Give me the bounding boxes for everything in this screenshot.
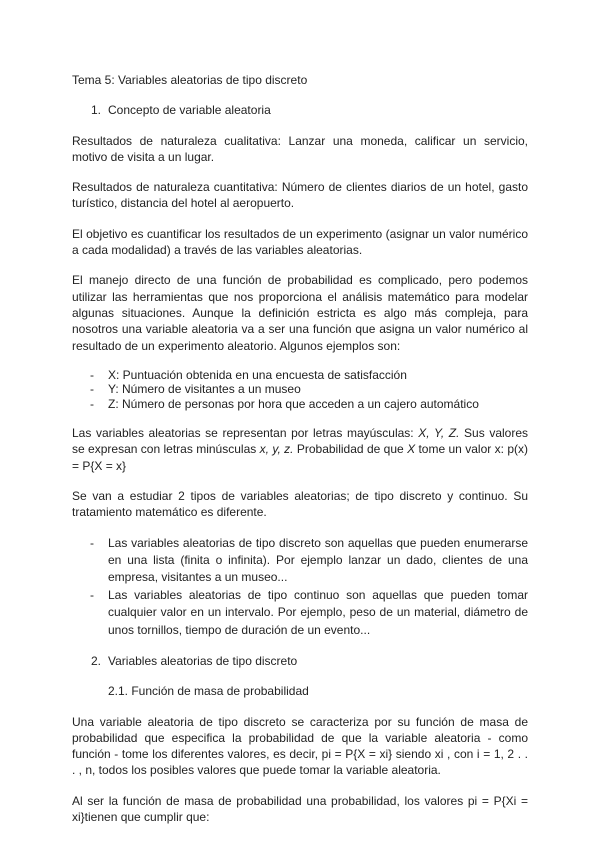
- notation-text-1: Las variables aleatorias se representan por letras mayúsculas:: [72, 426, 419, 441]
- section-1-title: Concepto de variable aleatoria: [108, 103, 271, 118]
- example-z: Z: Número de personas por hora que acceden a un cajero automático: [108, 396, 479, 411]
- type-continuo: Las variables aleatorias de tipo continuo son aquellas que pueden tomar cualquier valor en un intervalo. Por ejemplo, peso de un material, diámetro de unos tornillos, tiempo de duración de un evento...: [108, 587, 528, 637]
- list-item: [90, 587, 528, 639]
- paragraph-manejo: El manejo directo de una función de probabilidad es complicado, pero podemos utilizar las herramientas que nos proporciona el análisis matemático para modelar algunas situaciones. Aunque la definición estricta es algo más compleja, para nosotros una variable aleatoria va a ser una función que asigna un valor numérico al resultado de un experimento aleatorio. Algunos ejemplos son:: [72, 273, 528, 353]
- section-2-number: 2.: [91, 654, 102, 668]
- section-2-title: Variables aleatorias de tipo discreto: [108, 654, 298, 668]
- examples-list: [72, 368, 528, 411]
- paragraph-cumplir: Al ser la función de masa de probabilidad una probabilidad, los valores pi = P{Xi = xi}tienen que cumplir que:: [72, 793, 528, 825]
- paragraph-tipos: Se van a estudiar 2 tipos de variables aleatorias; de tipo discreto y continuo. Su tratamiento matemático es diferente.: [72, 488, 528, 520]
- document-title: Tema 5: Variables aleatorias de tipo discreto: [72, 73, 308, 87]
- dash-marker: -: [90, 587, 94, 602]
- paragraph-cualitativa: Resultados de naturaleza cualitativa: Lanzar una moneda, calificar un servicio, motivo de visita a un lugar.: [72, 133, 528, 164]
- section-1-number: 1.: [91, 103, 102, 118]
- paragraph-masa: Una variable aleatoria de tipo discreto se caracteriza por su función de masa de probabilidad que especifica la probabilidad de que la variable aleatoria - como función - tome los diferentes valores, es decir, pi = P{X = xi} siendo xi , con i = 1, 2 . . . , n, todos los posibles valores que puede tomar la variable aleatoria.: [72, 714, 528, 778]
- list-item: [90, 396, 528, 411]
- list-item: [90, 535, 528, 587]
- dash-marker: -: [90, 382, 94, 397]
- section-2-heading: [72, 653, 528, 669]
- section-2-1-heading: 2.1. Función de masa de probabilidad: [108, 684, 309, 699]
- notation-uppercase: X, Y, Z.: [418, 426, 460, 441]
- dash-marker: -: [90, 535, 94, 550]
- example-x: X: Puntuación obtenida en una encuesta de satisfacción: [108, 367, 407, 382]
- paragraph-objetivo: El objetivo es cuantificar los resultados de un experimento (asignar un valor numérico a cada modalidad) a través de las variables aleatorias.: [72, 226, 528, 258]
- list-item: [90, 367, 528, 382]
- notation-text-3: Probabilidad de que: [293, 442, 408, 457]
- notation-lowercase: x, y, z.: [259, 442, 294, 457]
- types-list: [72, 535, 528, 639]
- example-y: Y: Número de visitantes a un museo: [108, 382, 301, 397]
- dash-marker: -: [90, 367, 94, 382]
- section-1-heading: [72, 102, 528, 118]
- dash-marker: -: [90, 396, 94, 411]
- notation-text-4: tome un valor x: p(x) = P{X = x}: [72, 442, 528, 473]
- notation-variable: X: [407, 442, 416, 457]
- list-item: [90, 382, 528, 397]
- notation-text-2: Sus valores se expresan con letras minúsculas: [72, 426, 528, 457]
- type-discreto: Las variables aleatorias de tipo discreto son aquellas que pueden enumerarse en una lista (finita o infinita). Por ejemplo lanzar un dado, clientes de una empresa, visitantes a un museo...: [108, 535, 528, 585]
- paragraph-cuantitativa: Resultados de naturaleza cuantitativa: Número de clientes diarios de un hotel, gasto turístico, distancia del hotel al aeropuerto.: [72, 180, 528, 211]
- paragraph-notation: [72, 425, 528, 474]
